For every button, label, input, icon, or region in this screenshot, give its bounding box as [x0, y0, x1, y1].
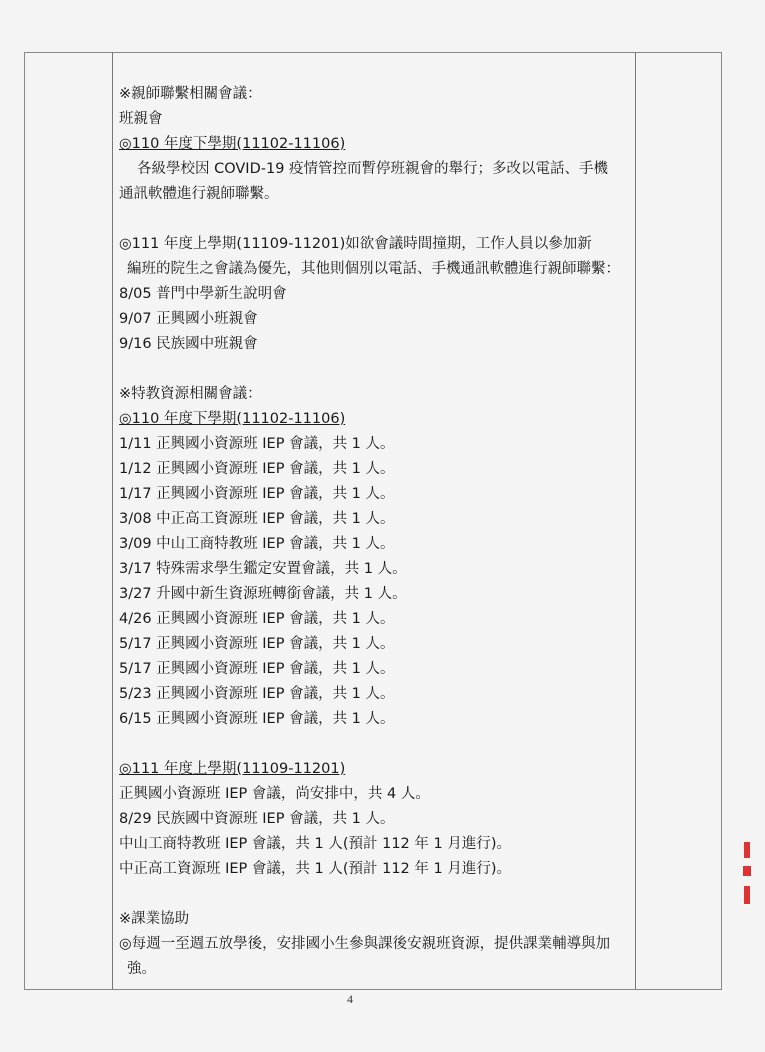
list-item: 5/17 正興國小資源班 IEP 會議，共 1 人。: [119, 661, 395, 677]
list-item: 4/26 正興國小資源班 IEP 會議，共 1 人。: [119, 611, 395, 627]
homework-line-2: 強。: [127, 961, 156, 977]
parent-meeting-heading: ※親師聯繫相關會議：: [119, 86, 262, 102]
covid-line-2: 通訊軟體進行親師聯繫。: [119, 186, 279, 202]
term-111-1-line-1: ◎111 年度上學期(11109-11201)如欲會議時間撞期，工作人員以參加新: [119, 236, 592, 252]
covid-line-1: 各級學校因 COVID-19 疫情管控而暫停班親會的舉行；多改以電話、手機: [137, 161, 609, 177]
list-item: 1/17 正興國小資源班 IEP 會議，共 1 人。: [119, 486, 395, 502]
list-item: 3/09 中山工商特教班 IEP 會議，共 1 人。: [119, 536, 395, 552]
list-item: 8/05 普門中學新生說明會: [119, 286, 287, 302]
list-item: 中山工商特教班 IEP 會議，共 1 人(預計 112 年 1 月進行)。: [119, 836, 511, 852]
class-meeting-label: 班親會: [119, 111, 163, 127]
list-item: 正興國小資源班 IEP 會議，尚安排中，共 4 人。: [119, 786, 430, 802]
page-number: 4: [347, 992, 353, 1006]
list-item: 1/11 正興國小資源班 IEP 會議，共 1 人。: [119, 436, 395, 452]
special-ed-heading: ※特教資源相關會議：: [119, 386, 262, 402]
list-item: 3/27 升國中新生資源班轉銜會議，共 1 人。: [119, 586, 407, 602]
list-item: 3/17 特殊需求學生鑑定安置會議，共 1 人。: [119, 561, 407, 577]
term-110-2-heading: ◎110 年度下學期(11102-11106): [119, 136, 346, 152]
list-item: 5/23 正興國小資源班 IEP 會議，共 1 人。: [119, 686, 395, 702]
special-term-110-2-heading: ◎110 年度下學期(11102-11106): [119, 411, 346, 427]
list-item: 6/15 正興國小資源班 IEP 會議，共 1 人。: [119, 711, 395, 727]
list-item: 5/17 正興國小資源班 IEP 會議，共 1 人。: [119, 636, 395, 652]
red-stamp-mark-icon: [742, 840, 752, 910]
document-content: [119, 82, 633, 982]
list-item: 8/29 民族國中資源班 IEP 會議，共 1 人。: [119, 811, 395, 827]
list-item: 1/12 正興國小資源班 IEP 會議，共 1 人。: [119, 461, 395, 477]
special-term-111-1-heading: ◎111 年度上學期(11109-11201): [119, 761, 346, 777]
homework-heading: ※課業協助: [119, 911, 190, 927]
term-111-1-line-2: 編班的院生之會議為優先，其他則個別以電話、手機通訊軟體進行親師聯繫：: [127, 261, 620, 277]
list-item: 3/08 中正高工資源班 IEP 會議，共 1 人。: [119, 511, 395, 527]
list-item: 中正高工資源班 IEP 會議，共 1 人(預計 112 年 1 月進行)。: [119, 861, 511, 877]
list-item: 9/07 正興國小班親會: [119, 311, 258, 327]
homework-line-1: ◎每週一至週五放學後，安排國小生參與課後安親班資源，提供課業輔導與加: [119, 936, 611, 952]
list-item: 9/16 民族國中班親會: [119, 336, 258, 352]
